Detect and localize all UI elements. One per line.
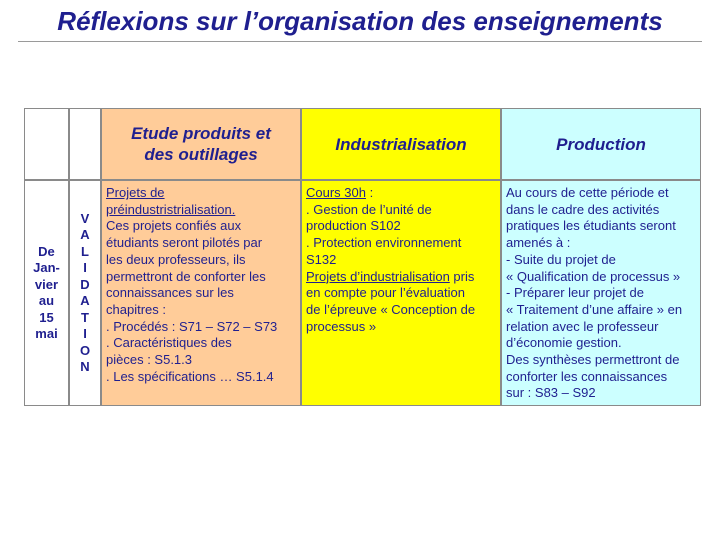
header-production xyxy=(501,108,701,180)
industrialisation-line xyxy=(306,218,496,235)
period-label xyxy=(33,244,60,343)
production-line: relation avec le professeur xyxy=(506,318,659,334)
validation-letter: D xyxy=(80,276,90,292)
etude-produits-line: chapitres : xyxy=(106,301,166,317)
production-line: dans le cadre des activités xyxy=(506,201,660,217)
header-etude-produits xyxy=(101,108,301,180)
validation-letter: A xyxy=(80,293,90,308)
industrialisation-line-pre: de l’épreuve « Conception de xyxy=(306,301,476,317)
etude-produits-line: Ces projets confiés aux xyxy=(106,218,242,234)
validation-letter: O xyxy=(79,342,91,358)
period-label-line: 15 xyxy=(39,309,54,325)
etude-produits-line: étudiants seront pilotés par xyxy=(106,235,263,251)
period-label-line: mai xyxy=(35,326,58,341)
validation-label xyxy=(80,211,90,376)
industrialisation-line xyxy=(306,202,496,219)
production-line: pratiques les étudiants seront xyxy=(506,218,676,234)
etude-produits-line: . Les spécifications … S5.1.4 xyxy=(106,368,274,384)
header-empty-left xyxy=(24,108,69,180)
validation-letter: I xyxy=(83,326,87,341)
etude-produits-line: connaissances sur les xyxy=(106,285,234,301)
period-label-line: au xyxy=(38,293,55,308)
production-line: - Préparer leur projet de xyxy=(506,285,645,301)
production-line: Au cours de cette période et xyxy=(506,185,669,200)
industrialisation-line-post: pris xyxy=(449,268,475,284)
period-label-line: Jan- xyxy=(33,260,60,275)
industrialisation-line-u: Projets d’industrialisation xyxy=(306,268,450,284)
header-industrialisation-label: Industrialisation xyxy=(335,134,467,154)
production-line: conforter les connaissances xyxy=(506,368,668,384)
validation-letter: V xyxy=(80,210,90,226)
header-etude-produits-label: Etude produits et des outillages xyxy=(131,124,271,164)
industrialisation-line xyxy=(306,252,496,269)
industrialisation-line-pre: production S102 xyxy=(306,218,401,234)
production-line: d’économie gestion. xyxy=(506,335,622,351)
industrialisation-line xyxy=(306,319,496,336)
title-divider xyxy=(18,41,702,42)
validation-letter: T xyxy=(81,309,89,325)
production-line: - Suite du projet de xyxy=(506,251,616,267)
period-label-line: De xyxy=(38,243,55,259)
industrialisation-line-pre: S132 xyxy=(306,251,337,267)
validation-letter: A xyxy=(80,227,90,242)
validation-cell xyxy=(69,180,101,406)
industrialisation-line-pre: . Gestion de l’unité de xyxy=(306,201,432,217)
validation-letter: I xyxy=(83,260,87,275)
etude-produits-line: Projets de xyxy=(106,185,165,200)
industrialisation-line-u: Cours 30h xyxy=(306,185,366,200)
industrialisation-line-pre: . Protection environnement xyxy=(306,235,462,251)
production-line: sur : S83 – S92 xyxy=(506,385,596,401)
page-title: Réflexions sur l’organisation des enseignements xyxy=(57,6,663,36)
header-industrialisation xyxy=(301,108,501,180)
etude-produits-line: les deux professeurs, ils xyxy=(106,251,246,267)
etude-produits-line: pièces : S5.1.3 xyxy=(106,352,192,368)
industrialisation-line-post: : xyxy=(365,185,374,200)
production-line: Des synthèses permettront de xyxy=(506,352,680,368)
industrialisation-line xyxy=(306,285,496,302)
header-production-label: Production xyxy=(556,134,646,154)
etude-produits-line: permettront de conforter les xyxy=(106,268,266,284)
industrialisation-line-pre: processus » xyxy=(306,318,377,334)
industrialisation-content xyxy=(301,180,501,406)
etude-produits-line: . Caractéristiques des xyxy=(106,335,232,351)
production-line: « Qualification de processus » xyxy=(506,268,681,284)
etude-produits-content xyxy=(101,180,301,406)
industrialisation-line xyxy=(306,235,496,252)
validation-letter: L xyxy=(81,243,89,259)
production-line: « Traitement d’une affaire » en xyxy=(506,301,683,317)
etude-produits-line: préindustristrialisation. xyxy=(106,201,236,217)
production-line: amenés à : xyxy=(506,235,571,251)
production-content xyxy=(501,180,701,406)
industrialisation-line xyxy=(306,269,496,286)
industrialisation-line-pre: en compte pour l’évaluation xyxy=(306,285,465,301)
period-cell xyxy=(24,180,69,406)
period-label-line: vier xyxy=(34,276,59,292)
validation-letter: N xyxy=(80,359,90,374)
header-empty-mid xyxy=(69,108,101,180)
etude-produits-line: . Procédés : S71 – S72 – S73 xyxy=(106,318,278,334)
industrialisation-line xyxy=(306,185,496,202)
industrialisation-line xyxy=(306,302,496,319)
